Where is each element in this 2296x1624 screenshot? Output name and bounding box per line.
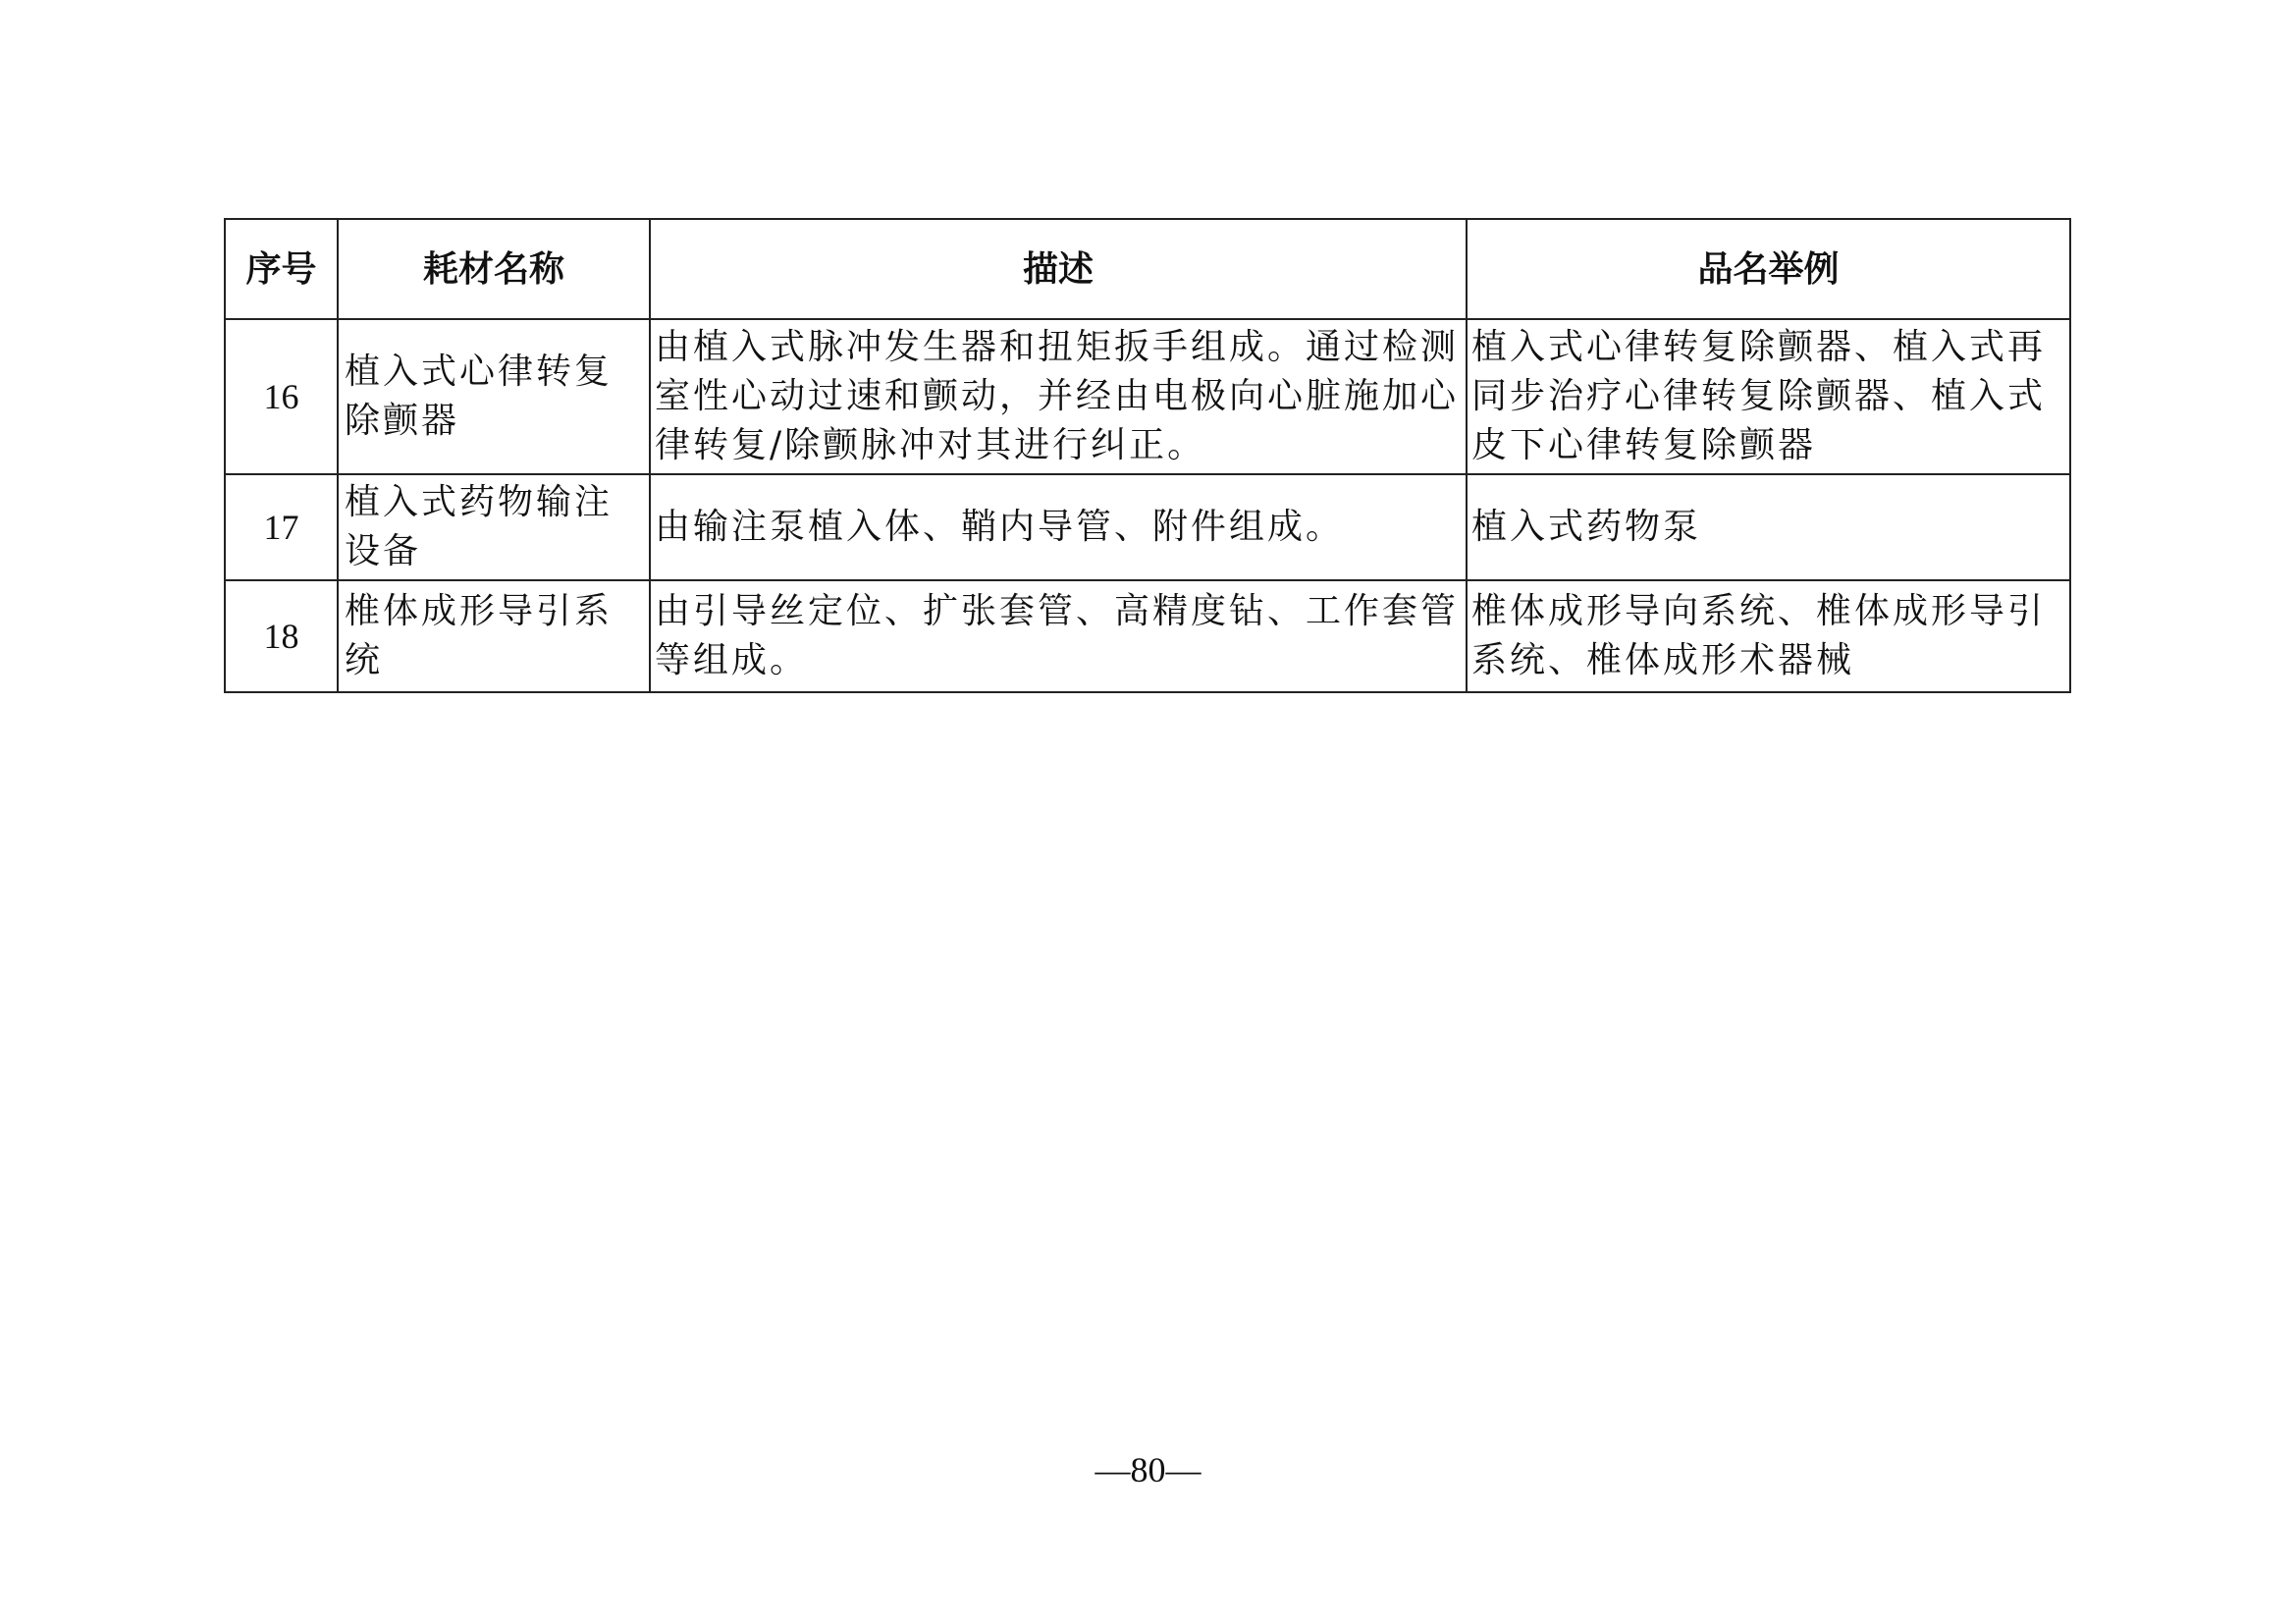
row-description: 由植入式脉冲发生器和扭矩扳手组成。通过检测室性心动过速和颤动，并经由电极向心脏施加心律转复/除颤脉冲对其进行纠正。 xyxy=(650,319,1467,474)
page-number: —80— xyxy=(1095,1450,1201,1489)
header-name: 耗材名称 xyxy=(338,219,650,319)
row-examples: 植入式药物泵 xyxy=(1467,474,2070,580)
row-index: 18 xyxy=(225,580,338,692)
header-description: 描述 xyxy=(650,219,1467,319)
row-name: 植入式心律转复除颤器 xyxy=(338,319,650,474)
row-description: 由引导丝定位、扩张套管、高精度钻、工作套管等组成。 xyxy=(650,580,1467,692)
row-examples: 椎体成形导向系统、椎体成形导引系统、椎体成形术器械 xyxy=(1467,580,2070,692)
table-row xyxy=(225,580,2070,692)
row-examples: 植入式心律转复除颤器、植入式再同步治疗心律转复除颤器、植入式皮下心律转复除颤器 xyxy=(1467,319,2070,474)
header-index: 序号 xyxy=(225,219,338,319)
table-row xyxy=(225,319,2070,474)
consumables-table xyxy=(224,218,2071,693)
row-name: 椎体成形导引系统 xyxy=(338,580,650,692)
row-index: 16 xyxy=(225,319,338,474)
table-row xyxy=(225,474,2070,580)
row-description: 由输注泵植入体、鞘内导管、附件组成。 xyxy=(650,474,1467,580)
header-examples: 品名举例 xyxy=(1467,219,2070,319)
row-index: 17 xyxy=(225,474,338,580)
row-name: 植入式药物输注设备 xyxy=(338,474,650,580)
table-header-row xyxy=(225,219,2070,319)
